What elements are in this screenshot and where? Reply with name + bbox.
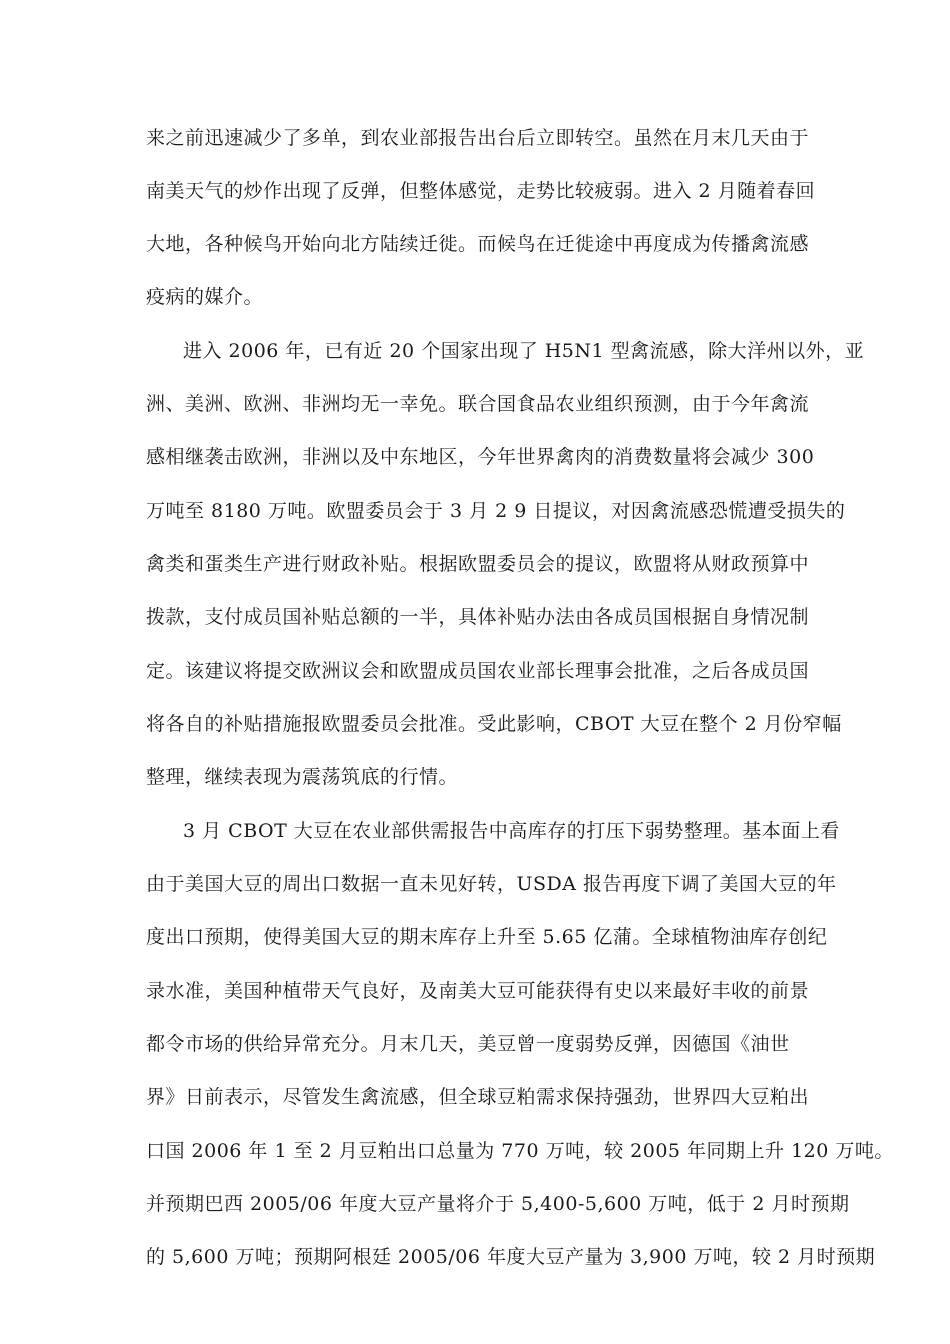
text-line: 都令市场的供给异常充分。月末几天，美豆曾一度弱势反弹，因德国《油世	[146, 1033, 790, 1055]
text-line: 拨款，支付成员国补贴总额的一半，具体补贴办法由各成员国根据自身情况制	[146, 606, 810, 628]
text-line: 的 5,600 万吨；预期阿根廷 2005/06 年度大豆产量为 3,900 万吨，较 2 月时预期	[146, 1246, 876, 1268]
text-line: 定。该建议将提交欧洲议会和欧盟成员国农业部长理事会批准，之后各成员国	[146, 660, 810, 682]
text-line: 禽类和蛋类生产进行财政补贴。根据欧盟委员会的提议，欧盟将从财政预算中	[146, 553, 810, 575]
paragraph-first-line: 进入 2006 年，已有近 20 个国家出现了 H5N1 型禽流感，除大洋州以外，亚	[183, 340, 865, 362]
text-line: 洲、美洲、欧洲、非洲均无一幸免。联合国食品农业组织预测，由于今年禽流	[146, 393, 810, 415]
text-line: 感相继袭击欧洲，非洲以及中东地区，今年世界禽肉的消费数量将会减少 300	[146, 446, 815, 468]
text-line: 疫病的媒介。	[146, 286, 264, 308]
text-line: 整理，继续表现为震荡筑底的行情。	[146, 766, 459, 788]
text-line: 并预期巴西 2005/06 年度大豆产量将介于 5,400-5,600 万吨，低于 2 月时预期	[146, 1193, 850, 1215]
text-line: 将各自的补贴措施报欧盟委员会批准。受此影响，CBOT 大豆在整个 2 月份窄幅	[146, 713, 842, 735]
text-line: 由于美国大豆的周出口数据一直未见好转，USDA 报告再度下调了美国大豆的年	[146, 873, 837, 895]
text-line: 度出口预期，使得美国大豆的期末库存上升至 5.65 亿蒲。全球植物油库存创纪	[146, 926, 828, 948]
text-line: 大地，各种候鸟开始向北方陆续迁徙。而候鸟在迁徙途中再度成为传播禽流感	[146, 233, 810, 255]
text-line: 万吨至 8180 万吨。欧盟委员会于 3 月 2 9 日提议，对因禽流感恐慌遭受损失的	[146, 500, 846, 522]
text-line: 口国 2006 年 1 至 2 月豆粕出口总量为 770 万吨，较 2005 年同期上升 120 万吨。	[146, 1140, 894, 1162]
text-line: 来之前迅速减少了多单，到农业部报告出台后立即转空。虽然在月末几天由于	[146, 127, 810, 149]
text-line: 录水准，美国种植带天气良好，及南美大豆可能获得有史以来最好丰收的前景	[146, 980, 810, 1002]
text-line: 界》日前表示，尽管发生禽流感，但全球豆粕需求保持强劲，世界四大豆粕出	[146, 1086, 810, 1108]
text-line: 南美天气的炒作出现了反弹，但整体感觉，走势比较疲弱。进入 2 月随着春回	[146, 180, 816, 202]
paragraph-first-line: 3 月 CBOT 大豆在农业部供需报告中高库存的打压下弱势整理。基本面上看	[183, 820, 840, 842]
